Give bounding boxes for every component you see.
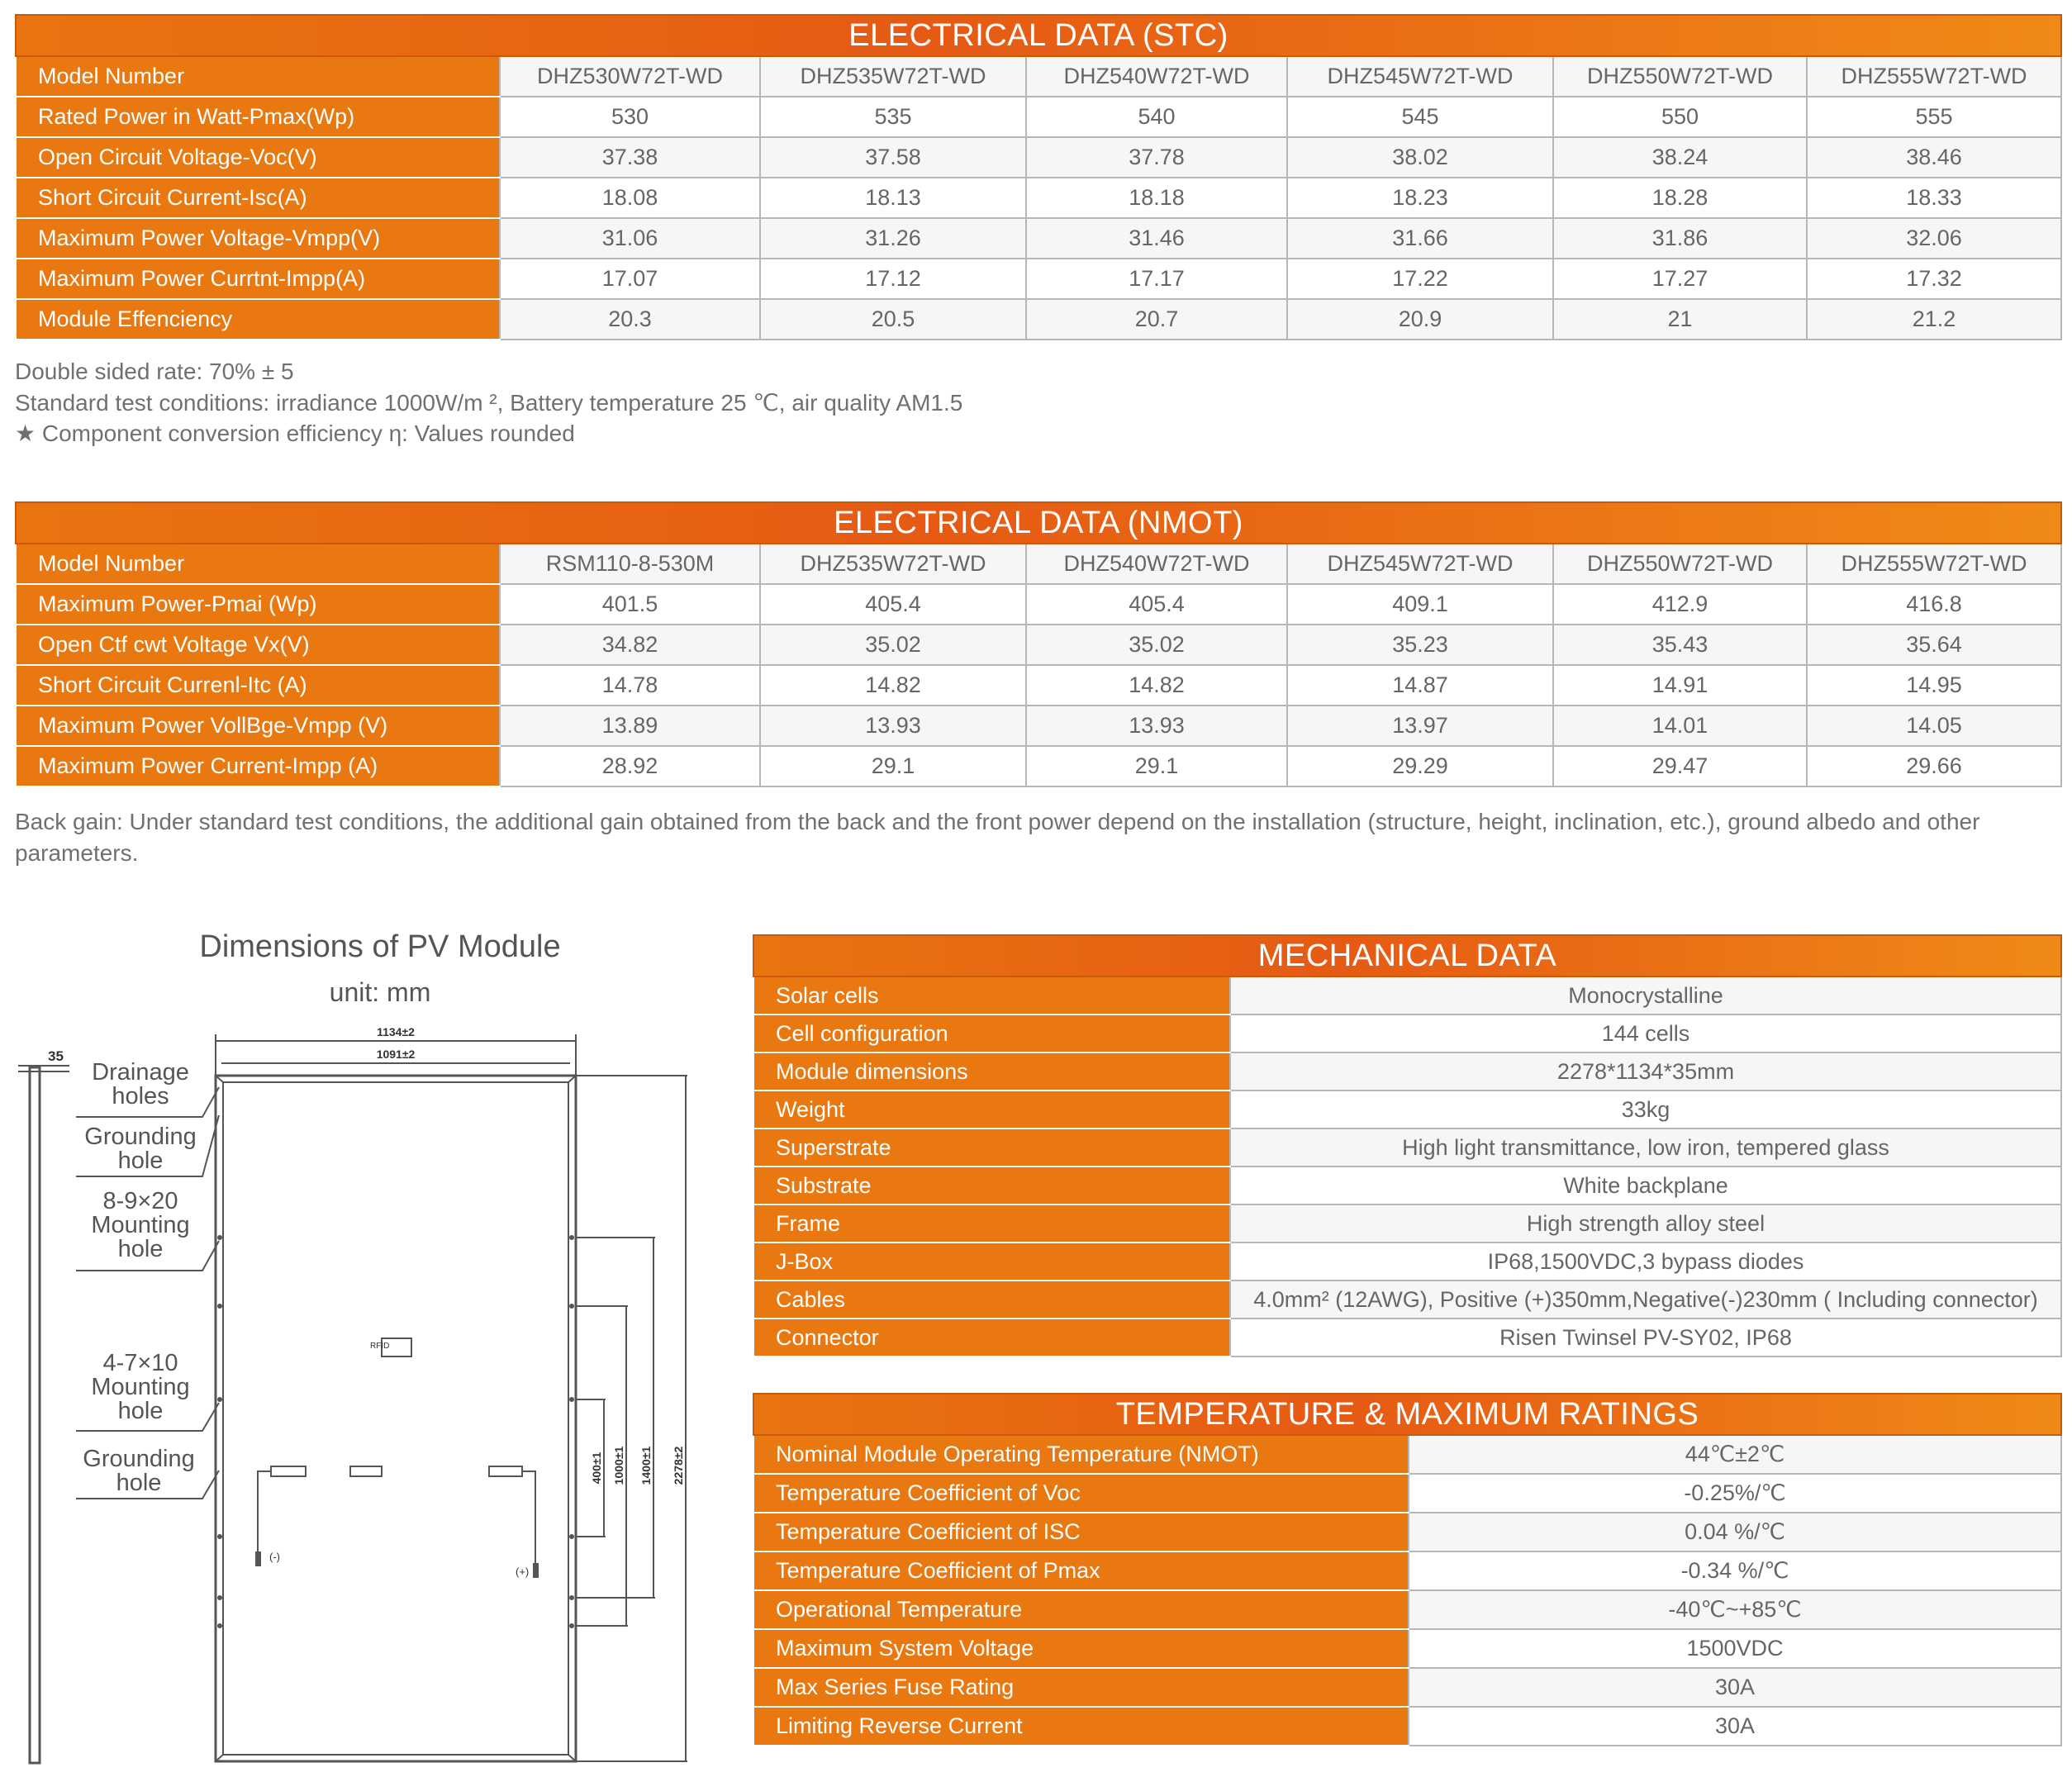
row-label: Connector <box>753 1318 1230 1357</box>
nmot-table <box>15 501 2062 787</box>
table-cell: 31.46 <box>1026 218 1287 259</box>
table-cell: 21.2 <box>1807 299 2061 340</box>
table-row <box>753 1629 2061 1668</box>
table-row <box>753 1435 2061 1474</box>
row-value: -40℃~+85℃ <box>1409 1590 2061 1629</box>
table-cell: 38.46 <box>1807 137 2061 178</box>
nmot-note: Back gain: Under standard test conditions, the additional gain obtained from the back and the front power depend on the installation (structure, height, inclination, etc.), ground albedo and other parameters. <box>15 809 1980 866</box>
table-row <box>16 56 2061 97</box>
table-cell: 37.38 <box>500 137 760 178</box>
table-cell: DHZ545W72T-WD <box>1287 544 1553 584</box>
table-cell: DHZ540W72T-WD <box>1026 56 1287 97</box>
table-cell: 32.06 <box>1807 218 2061 259</box>
table-cell: 550 <box>1553 97 1807 137</box>
row-label: Max Series Fuse Rating <box>753 1668 1409 1707</box>
table-row <box>753 1707 2061 1746</box>
table-cell: DHZ550W72T-WD <box>1553 544 1807 584</box>
row-value: 0.04 %/℃ <box>1409 1513 2061 1551</box>
row-label: Frame <box>753 1204 1230 1242</box>
row-label: Temperature Coefficient of Voc <box>753 1474 1409 1513</box>
table-row <box>753 1590 2061 1629</box>
table-row <box>16 544 2061 584</box>
row-label: Model Number <box>16 56 500 97</box>
table-cell: 37.78 <box>1026 137 1287 178</box>
table-cell: 18.23 <box>1287 178 1553 218</box>
table-row <box>753 1242 2061 1280</box>
table-cell: 17.22 <box>1287 259 1553 299</box>
table-cell: 14.91 <box>1553 665 1807 706</box>
table-cell: 29.66 <box>1807 746 2061 786</box>
table-cell: 18.33 <box>1807 178 2061 218</box>
table-cell: 29.47 <box>1553 746 1807 786</box>
row-label: Operational Temperature <box>753 1590 1409 1629</box>
table-cell: 31.66 <box>1287 218 1553 259</box>
table-cell: 14.05 <box>1807 706 2061 746</box>
table-cell: 555 <box>1807 97 2061 137</box>
table-cell: 412.9 <box>1553 584 1807 625</box>
table-row <box>16 97 2061 137</box>
table-cell: DHZ555W72T-WD <box>1807 56 2061 97</box>
row-label: Temperature Coefficient of ISC <box>753 1513 1409 1551</box>
table-cell: 20.5 <box>760 299 1026 340</box>
table-row <box>753 1474 2061 1513</box>
table-cell: 21 <box>1553 299 1807 340</box>
row-value: 33kg <box>1230 1090 2061 1128</box>
table-row <box>16 746 2061 786</box>
table-row <box>753 1513 2061 1551</box>
row-label: Module dimensions <box>753 1052 1230 1090</box>
table-cell: 13.93 <box>1026 706 1287 746</box>
row-label: Nominal Module Operating Temperature (NMOT) <box>753 1435 1409 1474</box>
table-row <box>753 1166 2061 1204</box>
temperature-table <box>753 1393 2062 1746</box>
table-cell: 14.82 <box>760 665 1026 706</box>
table-row <box>753 1280 2061 1318</box>
row-value: 4.0mm² (12AWG), Positive (+)350mm,Negative(-)230mm ( Including connector) <box>1230 1280 2061 1318</box>
label-mounting-hole-8: 8-9×20 Mounting hole <box>91 1188 190 1262</box>
table-cell: 38.24 <box>1553 137 1807 178</box>
table-cell: DHZ550W72T-WD <box>1553 56 1807 97</box>
row-label: Maximum Power VollBge-Vmpp (V) <box>16 706 500 746</box>
table-row <box>753 1090 2061 1128</box>
table-cell: 535 <box>760 97 1026 137</box>
row-value: 30A <box>1409 1668 2061 1707</box>
row-label: Maximum System Voltage <box>753 1629 1409 1668</box>
label-grounding-hole-bottom: Grounding hole <box>83 1446 195 1496</box>
row-value: -0.25%/℃ <box>1409 1474 2061 1513</box>
table-cell: 29.29 <box>1287 746 1553 786</box>
row-label: Module Effenciency <box>16 299 500 340</box>
table-cell: 35.02 <box>1026 625 1287 665</box>
table-cell: DHZ535W72T-WD <box>760 544 1026 584</box>
table-cell: 17.17 <box>1026 259 1287 299</box>
table-cell: 18.18 <box>1026 178 1287 218</box>
table-cell: 13.89 <box>500 706 760 746</box>
row-value: 44℃±2℃ <box>1409 1435 2061 1474</box>
table-cell: 14.87 <box>1287 665 1553 706</box>
table-cell: 28.92 <box>500 746 760 786</box>
dim-1000-label: 1000±1 <box>612 1446 625 1485</box>
table-row <box>753 1204 2061 1242</box>
row-value: Risen Twinsel PV-SY02, IP68 <box>1230 1318 2061 1357</box>
table-cell: 530 <box>500 97 760 137</box>
dimensions-title: Dimensions of PV Module <box>199 929 561 964</box>
row-value: 2278*1134*35mm <box>1230 1052 2061 1090</box>
table-cell: 17.12 <box>760 259 1026 299</box>
row-label: Superstrate <box>753 1128 1230 1166</box>
table-row <box>16 137 2061 178</box>
row-label: Maximum Power-Pmai (Wp) <box>16 584 500 625</box>
table-row <box>753 1014 2061 1052</box>
table-cell: 20.7 <box>1026 299 1287 340</box>
table-cell: 14.01 <box>1553 706 1807 746</box>
table-cell: 13.97 <box>1287 706 1553 746</box>
table-row <box>16 706 2061 746</box>
table-cell: 18.13 <box>760 178 1026 218</box>
row-label: Short Circuit Current-Isc(A) <box>16 178 500 218</box>
row-value: Monocrystalline <box>1230 976 2061 1014</box>
row-value: High light transmittance, low iron, tempered glass <box>1230 1128 2061 1166</box>
dimensions-unit: unit: mm <box>329 977 431 1007</box>
mechanical-title: MECHANICAL DATA <box>753 935 2061 976</box>
row-label: J-Box <box>753 1242 1230 1280</box>
row-label: Cables <box>753 1280 1230 1318</box>
table-cell: 14.78 <box>500 665 760 706</box>
row-label: Model Number <box>16 544 500 584</box>
dim-1400-label: 1400±1 <box>639 1446 653 1485</box>
dim-400-label: 400±1 <box>590 1452 603 1485</box>
table-cell: 29.1 <box>760 746 1026 786</box>
table-cell: 37.58 <box>760 137 1026 178</box>
table-cell: 14.95 <box>1807 665 2061 706</box>
label-grounding-hole-top: Grounding hole <box>84 1124 197 1174</box>
table-cell: 416.8 <box>1807 584 2061 625</box>
table-cell: 540 <box>1026 97 1287 137</box>
module-drawing <box>0 934 727 1776</box>
row-label: Cell configuration <box>753 1014 1230 1052</box>
row-label: Short Circuit Currenl-Itc (A) <box>16 665 500 706</box>
table-cell: RSM110-8-530M <box>500 544 760 584</box>
table-cell: 34.82 <box>500 625 760 665</box>
table-cell: 409.1 <box>1287 584 1553 625</box>
stc-title: ELECTRICAL DATA (STC) <box>16 15 2061 56</box>
table-row <box>16 218 2061 259</box>
table-cell: 35.43 <box>1553 625 1807 665</box>
row-value: IP68,1500VDC,3 bypass diodes <box>1230 1242 2061 1280</box>
table-cell: 35.23 <box>1287 625 1553 665</box>
table-cell: 13.93 <box>760 706 1026 746</box>
rfid-label: RFID <box>370 1342 390 1351</box>
table-cell: 401.5 <box>500 584 760 625</box>
table-row <box>753 1668 2061 1707</box>
row-value: -0.34 %/℃ <box>1409 1551 2061 1590</box>
table-cell: 17.32 <box>1807 259 2061 299</box>
row-value: 30A <box>1409 1707 2061 1746</box>
row-value: White backplane <box>1230 1166 2061 1204</box>
table-row <box>753 1551 2061 1590</box>
table-row <box>16 584 2061 625</box>
table-cell: DHZ530W72T-WD <box>500 56 760 97</box>
row-label: Open Ctf cwt Voltage Vx(V) <box>16 625 500 665</box>
table-row <box>16 299 2061 340</box>
width-inner-label: 1091±2 <box>376 1048 416 1061</box>
stc-note-2: Standard test conditions: irradiance 1000W/m ², Battery temperature 25 ℃, air quality AM1.5 <box>15 390 963 416</box>
label-drainage-holes: Drainage holes <box>92 1059 189 1109</box>
table-cell: DHZ545W72T-WD <box>1287 56 1553 97</box>
row-value: High strength alloy steel <box>1230 1204 2061 1242</box>
row-value: 144 cells <box>1230 1014 2061 1052</box>
table-cell: 31.26 <box>760 218 1026 259</box>
temperature-title: TEMPERATURE & MAXIMUM RATINGS <box>753 1394 2061 1435</box>
nmot-title: ELECTRICAL DATA (NMOT) <box>16 502 2061 544</box>
table-cell: 35.02 <box>760 625 1026 665</box>
table-cell: 14.82 <box>1026 665 1287 706</box>
thickness-label: 35 <box>48 1048 64 1064</box>
row-value: 1500VDC <box>1409 1629 2061 1668</box>
row-label: Substrate <box>753 1166 1230 1204</box>
negative-label: (-) <box>269 1551 280 1563</box>
table-cell: 17.07 <box>500 259 760 299</box>
mechanical-table <box>753 934 2062 1357</box>
table-cell: DHZ535W72T-WD <box>760 56 1026 97</box>
table-row <box>753 1052 2061 1090</box>
table-row <box>16 625 2061 665</box>
table-row <box>16 259 2061 299</box>
table-cell: 18.08 <box>500 178 760 218</box>
table-cell: 38.02 <box>1287 137 1553 178</box>
stc-note-1: Double sided rate: 70% ± 5 <box>15 359 294 384</box>
row-label: Weight <box>753 1090 1230 1128</box>
table-cell: 35.64 <box>1807 625 2061 665</box>
table-cell: DHZ540W72T-WD <box>1026 544 1287 584</box>
table-cell: 545 <box>1287 97 1553 137</box>
table-cell: 18.28 <box>1553 178 1807 218</box>
table-cell: 405.4 <box>760 584 1026 625</box>
table-row <box>16 665 2061 706</box>
table-cell: 20.3 <box>500 299 760 340</box>
width-outer-label: 1134±2 <box>377 1025 415 1038</box>
row-label: Solar cells <box>753 976 1230 1014</box>
row-label: Limiting Reverse Current <box>753 1707 1409 1746</box>
table-row <box>753 1318 2061 1357</box>
row-label: Maximum Power Current-Impp (A) <box>16 746 500 786</box>
row-label: Maximum Power Currtnt-Impp(A) <box>16 259 500 299</box>
row-label: Maximum Power Voltage-Vmpp(V) <box>16 218 500 259</box>
table-row <box>16 178 2061 218</box>
table-cell: DHZ555W72T-WD <box>1807 544 2061 584</box>
positive-label: (+) <box>516 1566 530 1578</box>
height-label: 2278±2 <box>672 1446 685 1485</box>
table-cell: 29.1 <box>1026 746 1287 786</box>
row-label: Temperature Coefficient of Pmax <box>753 1551 1409 1590</box>
table-cell: 31.06 <box>500 218 760 259</box>
table-cell: 405.4 <box>1026 584 1287 625</box>
table-cell: 20.9 <box>1287 299 1553 340</box>
table-cell: 31.86 <box>1553 218 1807 259</box>
table-cell: 17.27 <box>1553 259 1807 299</box>
row-label: Rated Power in Watt-Pmax(Wp) <box>16 97 500 137</box>
label-mounting-hole-4: 4-7×10 Mounting hole <box>91 1350 190 1424</box>
table-row <box>753 976 2061 1014</box>
stc-table <box>15 14 2062 340</box>
stc-note-3: ★ Component conversion efficiency η: Values rounded <box>15 420 575 446</box>
table-row <box>753 1128 2061 1166</box>
row-label: Open Circuit Voltage-Voc(V) <box>16 137 500 178</box>
